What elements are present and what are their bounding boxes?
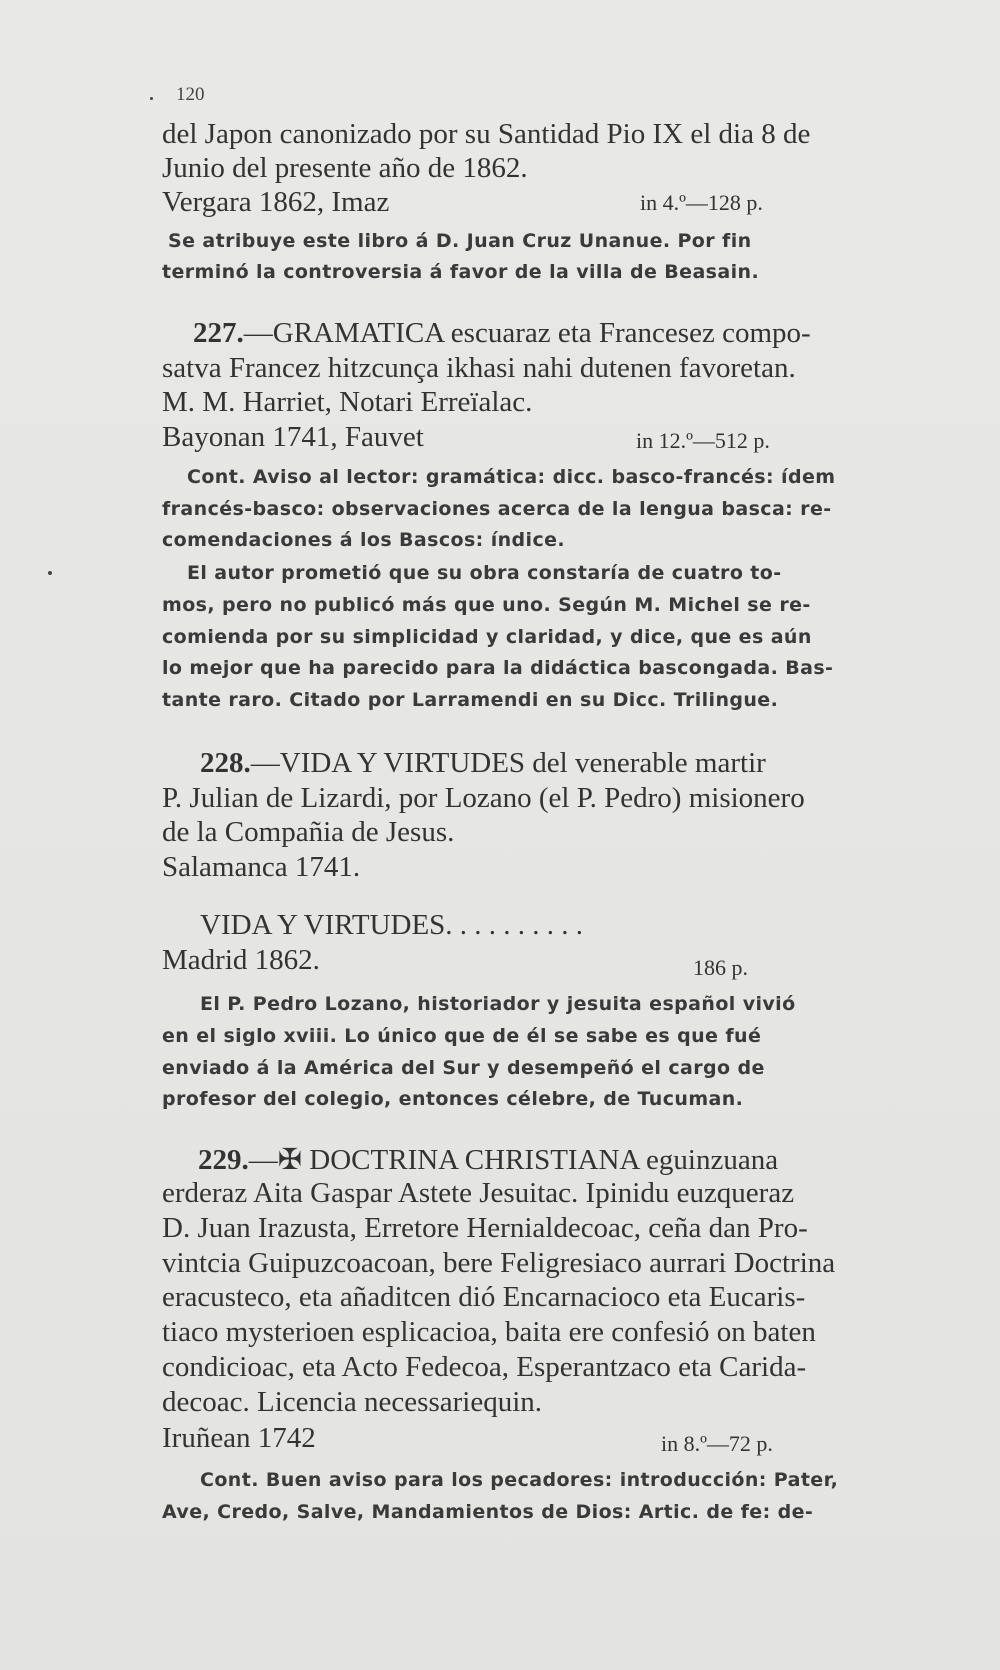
note-line: lo mejor que ha parecido para la didáctica bascongada. Bas- — [162, 657, 834, 679]
text-line: del Japon canonizado por su Santidad Pio IX el dia 8 de — [162, 118, 811, 150]
note-line: Ave, Credo, Salve, Mandamientos de Dios: Artic. de fe: de- — [162, 1501, 814, 1523]
collation: 186 p. — [693, 955, 748, 980]
note-line: El autor prometió que su obra constaría de cuatro to- — [187, 562, 782, 584]
text-line: P. Julian de Lizardi, por Lozano (el P. Pedro) misionero — [162, 782, 805, 814]
note-line: El P. Pedro Lozano, historiador y jesuita español vivió — [200, 993, 796, 1015]
note-line: Cont. Aviso al lector: gramática: dicc. basco-francés: ídem — [187, 466, 836, 488]
page-number: 120 — [176, 84, 205, 105]
imprint-line: Vergara 1862, Imaz — [162, 186, 390, 218]
entry-227-title — [193, 317, 811, 350]
entry-229-title — [198, 1142, 778, 1177]
entry-number: 227. — [193, 317, 244, 349]
note-line: profesor del colegio, entonces célebre, de Tucuman. — [162, 1088, 744, 1110]
imprint-line: Salamanca 1741. — [162, 851, 361, 883]
collation: in 8.º—72 p. — [661, 1431, 773, 1456]
entry-title-text: —VIDA Y VIRTUDES del venerable martir — [250, 747, 766, 779]
entry-title-text: —GRAMATICA escuaraz eta Francesez compo- — [243, 317, 811, 349]
note-line: enviado á la América del Sur y desempeñó el cargo de — [162, 1057, 765, 1079]
text-line: de la Compañia de Jesus. — [162, 816, 455, 848]
text-line: VIDA Y VIRTUDES. . . . . . . . . . — [200, 909, 584, 941]
text-line: satva Francez hitzcunça ikhasi nahi dutenen favoretan. — [162, 352, 796, 384]
entry-number: 228. — [200, 747, 251, 779]
imprint-line: Iruñean 1742 — [162, 1422, 316, 1454]
text-line: eracusteco, eta añaditcen dió Encarnacioco eta Eucaris- — [162, 1281, 806, 1313]
text-line: decoac. Licencia necessariequin. — [162, 1386, 543, 1418]
margin-dot — [48, 571, 52, 575]
text-line: condicioac, eta Acto Fedecoa, Esperantzaco eta Carida- — [162, 1351, 807, 1383]
note-line: francés-basco: observaciones acerca de la lengua basca: re- — [162, 498, 832, 520]
entry-228-title — [200, 747, 766, 780]
imprint-line: Bayonan 1741, Fauvet — [162, 421, 424, 453]
collation: in 12.º—512 p. — [636, 428, 770, 453]
margin-dot — [150, 97, 153, 100]
entry-title-text: —✠ DOCTRINA CHRISTIANA eguinzuana — [248, 1144, 779, 1176]
imprint-line: Madrid 1862. — [162, 944, 320, 976]
note-line: terminó la controversia á favor de la villa de Beasain. — [162, 261, 760, 283]
note-line: comienda por su simplicidad y claridad, y dice, que es aún — [162, 626, 812, 648]
text-line: tiaco mysterioen esplicacioa, baita ere confesió on baten — [162, 1316, 816, 1348]
text-line: erderaz Aita Gaspar Astete Jesuitac. Ipinidu euzqueraz — [162, 1177, 795, 1209]
text-line: D. Juan Irazusta, Erretore Hernialdecoac, ceña dan Pro- — [162, 1212, 808, 1244]
note-line: en el siglo xviii. Lo único que de él se sabe es que fué — [162, 1025, 762, 1047]
note-line: Se atribuye este libro á D. Juan Cruz Unanue. Por fin — [168, 230, 752, 252]
entry-number: 229. — [198, 1144, 249, 1176]
text-line: Junio del presente año de 1862. — [162, 152, 528, 184]
note-line: comendaciones á los Bascos: índice. — [162, 529, 566, 551]
text-line: M. M. Harriet, Notari Erreïalac. — [162, 386, 533, 418]
note-line: mos, pero no publicó más que uno. Según M. Michel se re- — [162, 594, 811, 616]
collation: in 4.º—128 p. — [640, 190, 763, 215]
note-line: Cont. Buen aviso para los pecadores: introducción: Pater, — [200, 1469, 839, 1491]
text-line: vintcia Guipuzcoacoan, bere Feligresiaco aurrari Doctrina — [162, 1247, 836, 1279]
note-line: tante raro. Citado por Larramendi en su Dicc. Trilingue. — [162, 689, 779, 711]
